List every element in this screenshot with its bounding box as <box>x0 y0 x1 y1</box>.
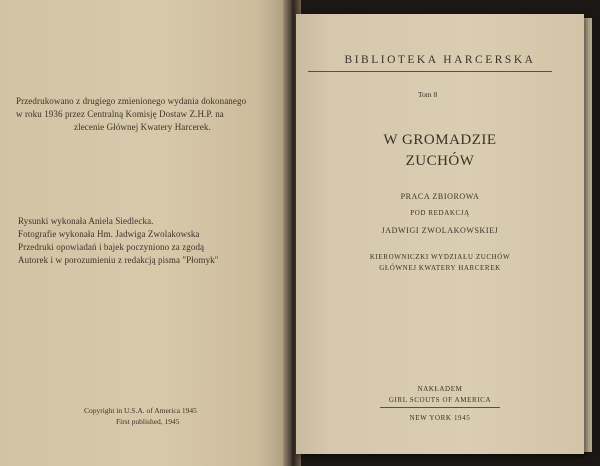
work-type: PRACA ZBIOROWA <box>400 192 480 201</box>
credits-line-4: Autorek i w porozumieniu z redakcją pisma "Płomyk" <box>18 255 219 265</box>
series-title: BIBLIOTEKA HARCERSKA <box>344 54 536 66</box>
credits-line-1: Rysunki wykonała Aniela Siedlecka. <box>18 216 154 226</box>
credits-line-3: Przedruki opowiadań i bajek poczyniono za zgodą <box>18 242 205 252</box>
editor-name: JADWIGI ZWOLAKOWSKIEJ <box>381 226 499 235</box>
publisher-name: GIRL SCOUTS OF AMERICA <box>388 396 492 404</box>
publisher-label: NAKŁADEM <box>417 385 463 393</box>
copyright-notice: Copyright in U.S.A. of America 1945 <box>84 406 197 415</box>
volume-number: Tom 8 <box>418 90 438 99</box>
first-published: First published, 1945 <box>116 417 180 426</box>
book-title-line-2: ZUCHÓW <box>405 153 475 169</box>
left-page <box>0 0 292 466</box>
place-and-year: NEW YORK 1945 <box>409 414 471 422</box>
series-rule <box>308 71 552 72</box>
reprint-line-2: w roku 1936 przez Centralną Komisję Dostaw Z.H.P. na <box>16 109 224 119</box>
publisher-rule <box>380 407 500 408</box>
edited-by-label: POD REDAKCJĄ <box>410 209 470 217</box>
page-edges <box>584 18 592 452</box>
reprint-line-3: zlecenie Głównej Kwatery Harcerek. <box>74 122 211 132</box>
book-title-line-1: W GROMADZIE <box>383 132 497 148</box>
editor-role-line-1: KIEROWNICZKI WYDZIAŁU ZUCHÓW <box>369 253 511 261</box>
reprint-line-1: Przedrukowano z drugiego zmienionego wydania dokonanego <box>16 96 247 106</box>
credits-line-2: Fotografie wykonała Hm. Jadwiga Zwolakowska <box>18 229 200 239</box>
editor-role-line-2: GŁÓWNEJ KWATERY HARCEREK <box>379 264 501 272</box>
